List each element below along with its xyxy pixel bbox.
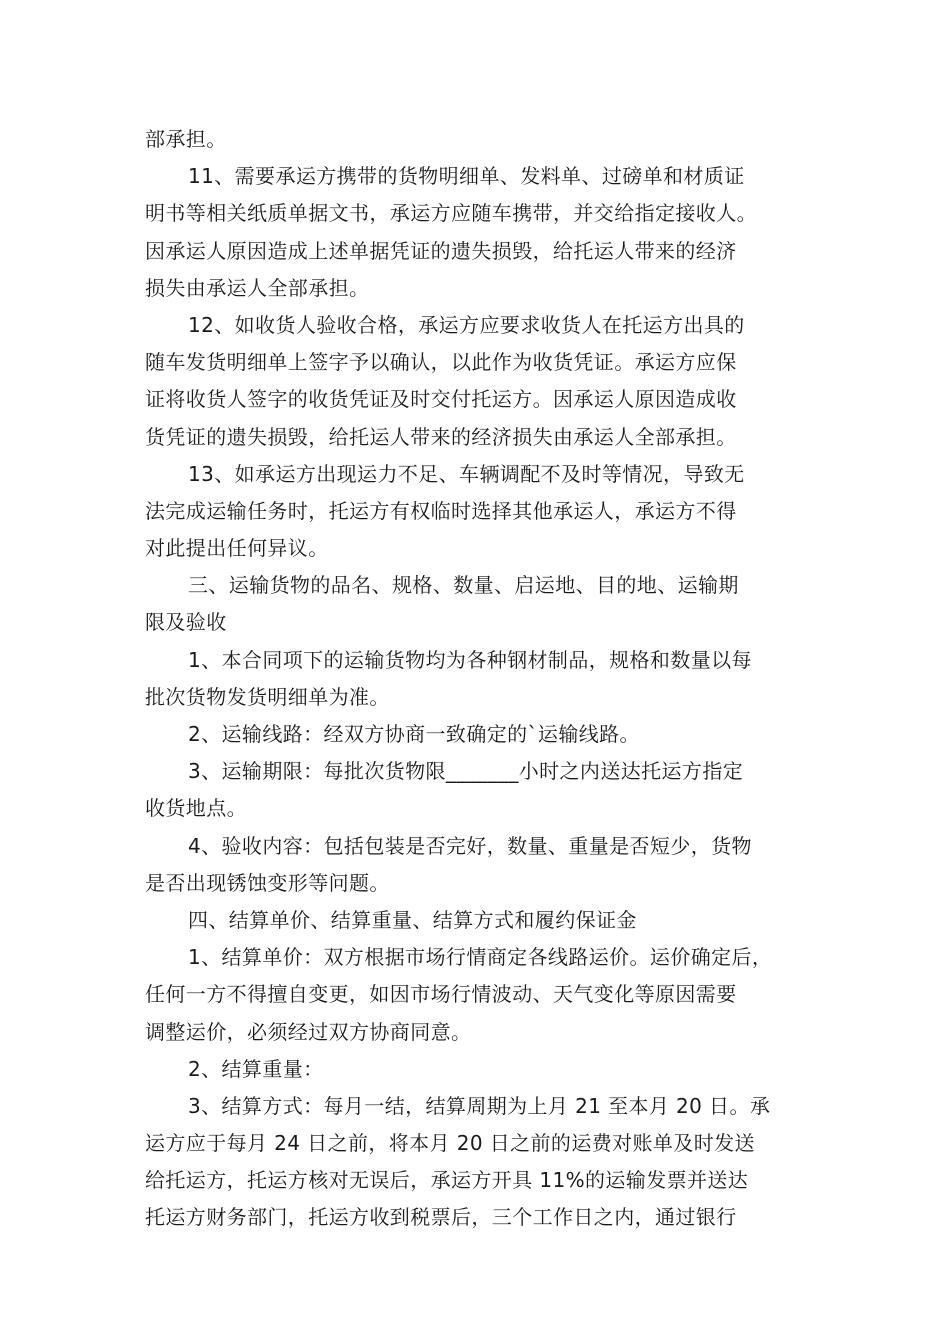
- text-line: 12、如收货人验收合格，承运方应要求收货人在托运方出具的: [188, 312, 745, 337]
- text-line: 是否出现锈蚀变形等问题。: [145, 870, 390, 895]
- text-line: 给托运方，托运方核对无误后，承运方开具 11%的运输发票并送达: [145, 1168, 749, 1193]
- text-line: 随车发货明细单上签字予以确认，以此作为收货凭证。承运方应保: [145, 350, 737, 375]
- text-line: 四、结算单价、结算重量、结算方式和履约保证金: [188, 907, 637, 932]
- text-line: 运方应于每月 24 日之前，将本月 20 日之前的运费对账单及时发送: [145, 1131, 755, 1156]
- text-line: 三、运输货物的品名、规格、数量、启运地、目的地、运输期: [188, 573, 739, 598]
- document-body: [145, 121, 810, 1237]
- text-line: 调整运价，必须经过双方协商同意。: [145, 1019, 472, 1044]
- text-line: 1、结算单价：双方根据市场行情商定各线路运价。运价确定后，: [188, 945, 773, 970]
- text-line: 3、运输期限：每批次货物限_______小时之内送达托运方指定: [188, 759, 744, 784]
- text-line: 限及验收: [145, 610, 227, 635]
- text-line: 4、验收内容：包括包装是否完好，数量、重量是否短少，货物: [188, 833, 752, 858]
- text-line: 对此提出任何异议。: [145, 536, 329, 561]
- text-line: 1、本合同项下的运输货物均为各种钢材制品，规格和数量以每: [188, 647, 752, 672]
- text-line: 证将收货人签字的收货凭证及时交付托运方。因承运人原因造成收: [145, 387, 737, 412]
- text-line: 收货地点。: [145, 796, 247, 821]
- text-line: 明书等相关纸质单据文书，承运方应随车携带，并交给指定接收人。: [145, 201, 757, 226]
- text-line: 任何一方不得擅自变更，如因市场行情波动、天气变化等原因需要: [145, 982, 737, 1007]
- text-line: 部承担。: [145, 127, 227, 151]
- text-line: 11、需要承运方携带的货物明细单、发料单、过磅单和材质证: [188, 164, 745, 189]
- text-line: 2、结算重量：: [188, 1056, 324, 1081]
- text-line: 法完成运输任务时，托运方有权临时选择其他承运人，承运方不得: [145, 498, 737, 523]
- text-line: 批次货物发货明细单为准。: [145, 684, 390, 709]
- text-line: 2、运输线路：经双方协商一致确定的`运输线路。: [188, 722, 640, 746]
- text-line: 损失由承运人全部承担。: [145, 275, 370, 300]
- text-line: 因承运人原因造成上述单据凭证的遗失损毁，给托运人带来的经济: [145, 238, 737, 263]
- text-line: 3、结算方式：每月一结，结算周期为上月 21 至本月 20 日。承: [188, 1093, 771, 1118]
- text-line: 货凭证的遗失损毁，给托运人带来的经济损失由承运人全部承担。: [145, 424, 737, 449]
- text-line: 托运方财务部门，托运方收到税票后，三个工作日之内，通过银行: [145, 1205, 737, 1230]
- text-line: 13、如承运方出现运力不足、车辆调配不及时等情况，导致无: [188, 461, 745, 486]
